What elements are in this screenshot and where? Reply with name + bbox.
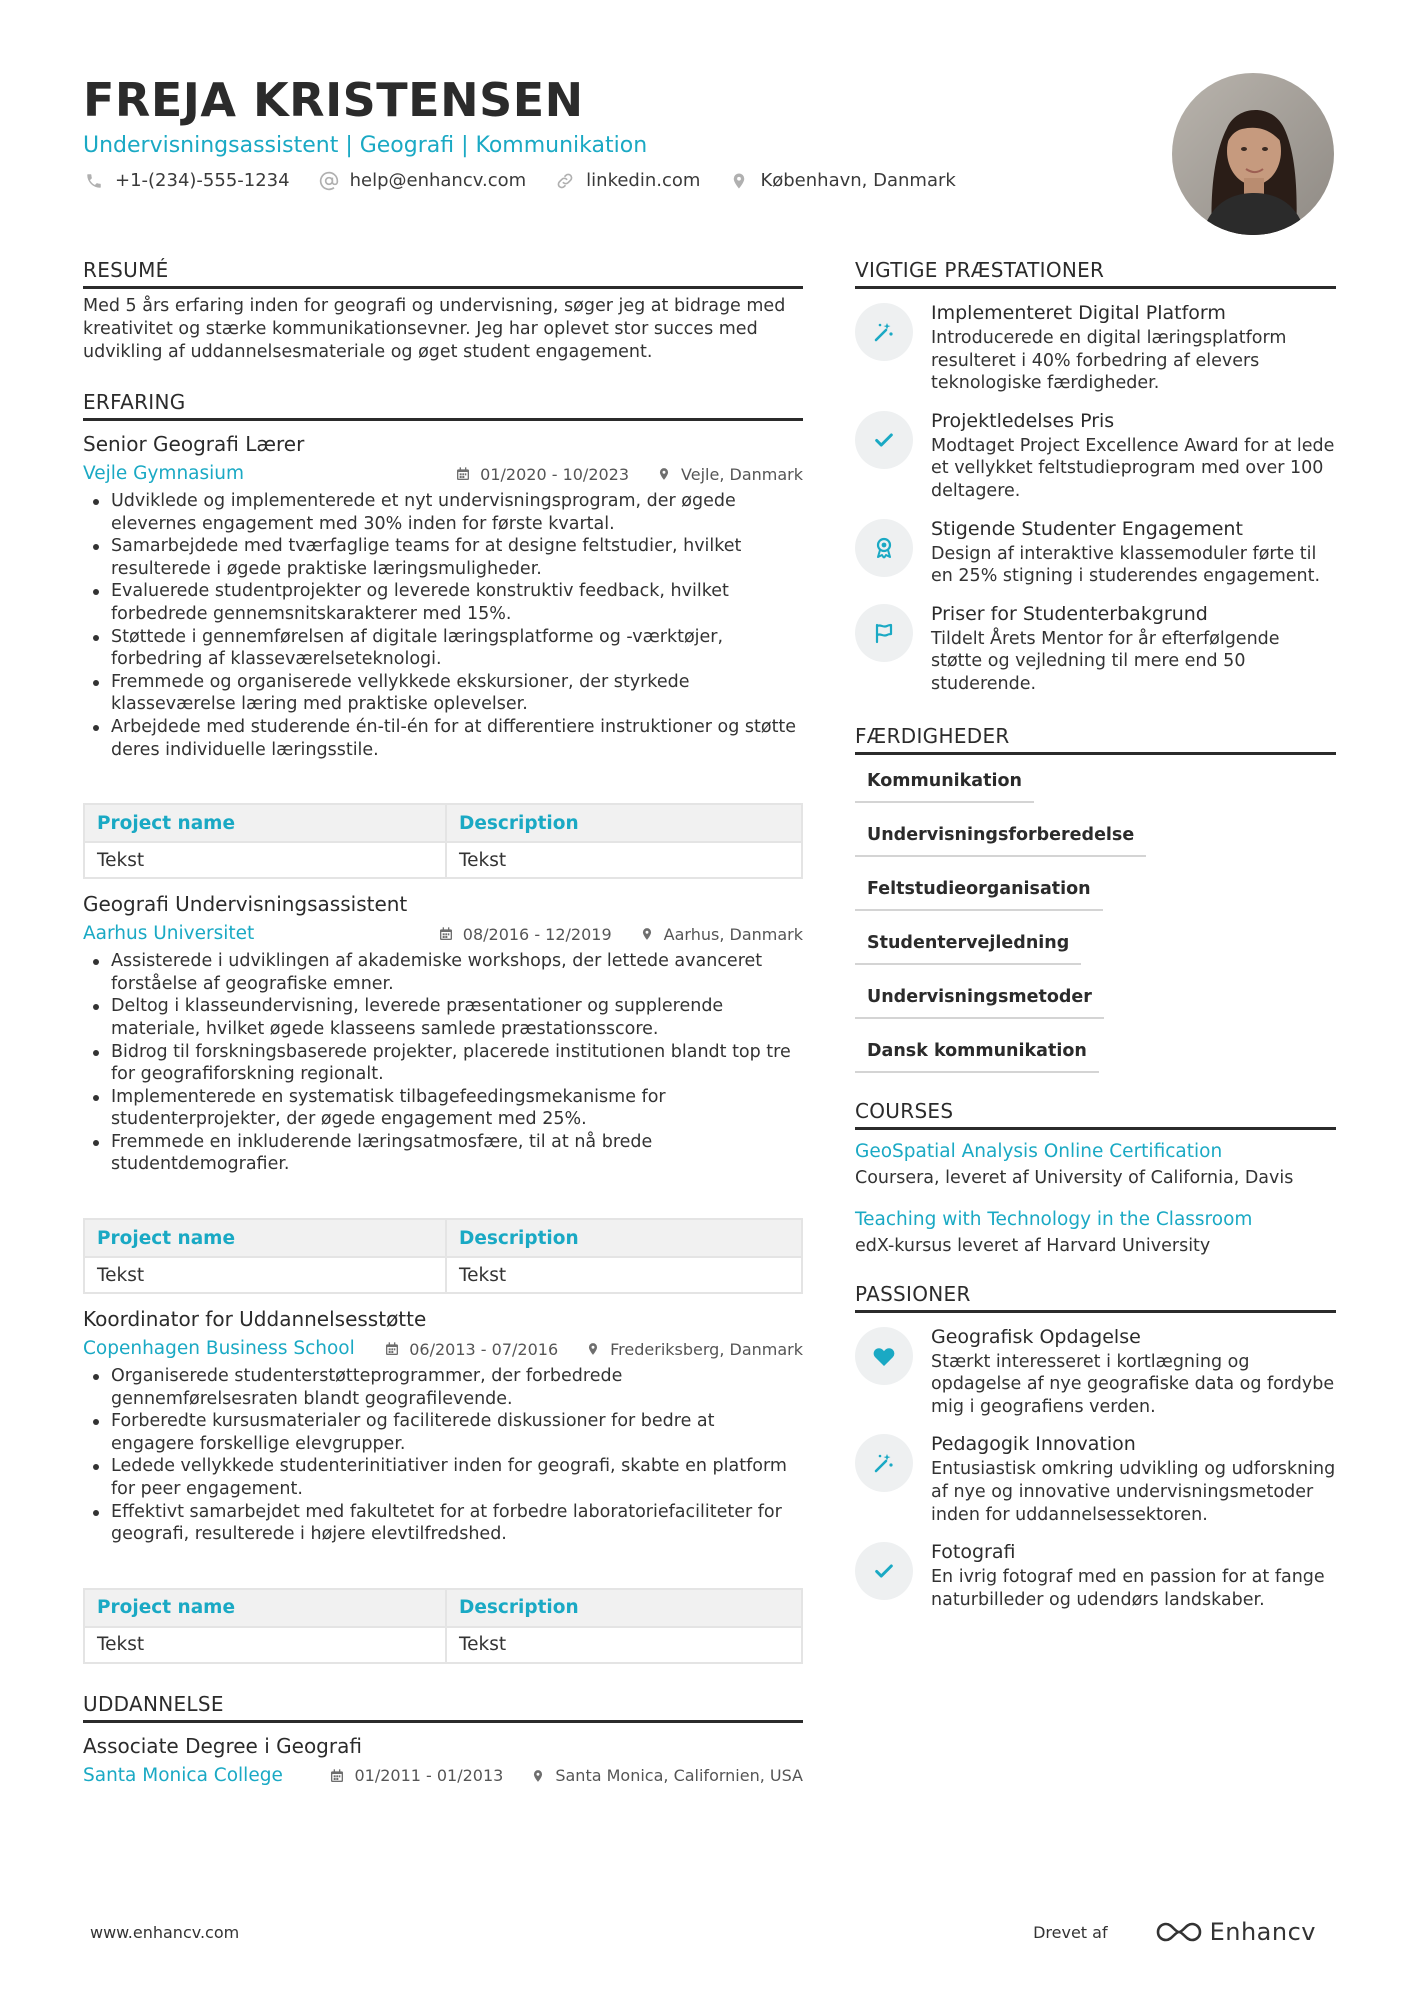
job-location: Frederiksberg, Danmark <box>610 1339 803 1359</box>
achievement-description: Introducerede en digital læringsplatform resulteret i 40% forbedring af elevers teknologiske færdigheder. <box>931 328 1287 394</box>
achievement-body <box>931 600 1336 696</box>
table-cell: Tekst <box>84 1257 446 1293</box>
footer-brand <box>1033 1918 1316 1946</box>
passions-heading: PASSIONER <box>855 1280 1336 1313</box>
table-header-description: Description <box>446 1219 802 1257</box>
table-cell: Tekst <box>446 1627 802 1663</box>
list-item: Bidrog til forskningsbaserede projekter, placerede institutionen blandt top tre for geografiforskning regionalt. <box>83 1041 803 1086</box>
link-icon <box>554 170 576 192</box>
list-item: Deltog i klasseundervisning, leverede præsentationer og supplerende materiale, hvilket øgede klasseens samlede præstationsscore. <box>83 995 803 1040</box>
job-organization: Vejle Gymnasium <box>83 463 245 484</box>
job-title: Geografi Undervisningsassistent <box>83 892 408 917</box>
job-bullets <box>83 950 803 1176</box>
avatar <box>1172 73 1334 235</box>
job-organization: Copenhagen Business School <box>83 1338 355 1360</box>
experience-section <box>83 388 803 1664</box>
achievement-body <box>931 299 1336 395</box>
table-cell: Tekst <box>446 842 802 878</box>
job-title: Senior Geografi Lærer <box>83 432 305 456</box>
candidate-title: Undervisningsassistent | Geografi | Kommunikation <box>83 133 648 158</box>
infinity-logo-icon <box>1154 1919 1204 1945</box>
checkmark-icon <box>855 1542 913 1600</box>
left-column <box>83 256 803 1790</box>
passion-item <box>855 1430 1336 1526</box>
contact-location <box>728 168 955 194</box>
skill-tag: Undervisningsforberedelse <box>855 817 1146 857</box>
achievement-body <box>931 407 1336 503</box>
job-dates: 06/2013 - 07/2016 <box>409 1339 559 1359</box>
list-item: Ledede vellykkede studenterinitiativer inden for geografi, skabte en platform for peer engagement. <box>83 1455 803 1500</box>
table-cell: Tekst <box>84 1627 446 1663</box>
at-icon <box>318 170 340 192</box>
linkedin-link[interactable]: linkedin.com <box>586 170 701 191</box>
job-meta-row <box>83 920 803 948</box>
job-bullets <box>83 490 803 761</box>
achievement-title: Implementeret Digital Platform <box>931 302 1226 324</box>
magic-wand-icon <box>855 303 913 361</box>
job-meta-row <box>83 1335 803 1363</box>
list-item: Implementerede en systematisk tilbagefeedingsmekanisme for studenterprojekter, der øgede engagement med 25%. <box>83 1086 803 1131</box>
achievement-item <box>855 515 1336 588</box>
skills-heading: FÆRDIGHEDER <box>855 722 1336 755</box>
table-row <box>84 1627 802 1663</box>
job-dates: 08/2016 - 12/2019 <box>462 924 612 944</box>
course-title: GeoSpatial Analysis Online Certification <box>855 1140 1223 1162</box>
skill-tag: Dansk kommunikation <box>855 1033 1099 1073</box>
magic-wand-icon <box>855 1434 913 1492</box>
phone-number[interactable]: +1-(234)-555-1234 <box>115 170 290 191</box>
list-item: Samarbejdede med tværfaglige teams for at designe feltstudier, hvilket resulterede i øgede praktiske læringsmuligheder. <box>83 535 803 580</box>
list-item: Effektivt samarbejdet med fakultetet for at forbedre laboratoriefaciliteter for geografi, resulterede i højere elevtilfredshed. <box>83 1501 803 1546</box>
job-entry <box>83 1304 803 1664</box>
table-header-description: Description <box>446 804 802 842</box>
phone-icon <box>83 170 105 192</box>
job-location: Vejle, Danmark <box>681 464 803 484</box>
list-item: Fremmede og organiserede vellykkede ekskursioner, der styrkede klasseværelse læring med praktiske oplevelser. <box>83 671 803 716</box>
achievement-title: Priser for Studenterbakgrund <box>931 602 1208 625</box>
course-provider: edX-kursus leveret af Harvard University <box>855 1235 1211 1256</box>
skills-section <box>855 722 1336 1087</box>
list-item: Støttede i gennemførelsen af digitale læringsplatforme og -værktøjer, forbedring af klasseværelseteknologi. <box>83 626 803 671</box>
table-row <box>84 1257 802 1293</box>
list-item: Assisterede i udviklingen af akademiske workshops, der lettede avanceret forståelse af geografiske emner. <box>83 950 803 995</box>
skills-list <box>855 763 1336 1087</box>
contact-list <box>83 168 1163 194</box>
degree-title: Associate Degree i Geografi <box>83 1733 362 1758</box>
passion-description: Entusiastisk omkring udvikling og udforskning af nye og innovative undervisningsmetoder inden for uddannelsessektoren. <box>931 1459 1336 1525</box>
footer-url[interactable]: www.enhancv.com <box>90 1922 240 1942</box>
calendar-icon <box>437 925 455 943</box>
summary-heading: RESUMÉ <box>83 256 803 289</box>
course-title: Teaching with Technology in the Classroom <box>855 1208 1253 1230</box>
education-meta-row <box>83 1762 803 1790</box>
summary-text: Med 5 års erfaring inden for geografi og undervisning, søger jeg at bidrage med kreativitet og stærke kommunikationsevner. Jeg har oplevet stor succes med udvikling af uddannelsesmateriale og øget student engagement. <box>83 296 786 362</box>
table-header-project: Project name <box>84 804 446 842</box>
candidate-name: FREJA KRISTENSEN <box>83 73 584 127</box>
list-item: Evaluerede studentprojekter og leverede konstruktiv feedback, hvilket forbedrede gennemsnitskarakterer med 15%. <box>83 580 803 625</box>
education-dates: 01/2011 - 01/2013 <box>354 1766 504 1786</box>
table-row <box>84 842 802 878</box>
achievement-body <box>931 515 1336 588</box>
table-header-row <box>84 1589 802 1627</box>
job-entry <box>83 429 803 879</box>
location-icon <box>638 925 656 943</box>
calendar-icon <box>383 1340 401 1358</box>
job-entry <box>83 889 803 1294</box>
email-address[interactable]: help@enhancv.com <box>349 170 527 191</box>
skill-tag: Feltstudieorganisation <box>855 871 1103 911</box>
flag-icon <box>855 604 913 662</box>
list-item: Arbejdede med studerende én-til-én for at differentiere instruktioner og støtte deres individuelle læringsstile. <box>83 716 803 761</box>
location-text: København, Danmark <box>760 170 956 191</box>
table-header-row <box>84 804 802 842</box>
passions-section <box>855 1280 1336 1612</box>
powered-by-label: Drevet af <box>1033 1922 1108 1942</box>
achievement-description: Design af interaktive klassemoduler førte til en 25% stigning i studerendes engagement. <box>931 543 1321 587</box>
list-item: Fremmede en inkluderende læringsatmosfære, til at nå brede studentdemografier. <box>83 1131 803 1176</box>
award-icon <box>855 519 913 577</box>
job-meta <box>383 1340 803 1359</box>
list-item: Udviklede og implementerede et nyt undervisningsprogram, der øgede elevernes engagement med 30% inden for første kvartal. <box>83 490 803 535</box>
job-organization: Aarhus Universitet <box>83 923 255 945</box>
passion-title: Geografisk Opdagelse <box>931 1325 1141 1348</box>
brand-name: Enhancv <box>1209 1918 1316 1946</box>
job-dates: 01/2020 - 10/2023 <box>480 464 630 484</box>
table-header-project: Project name <box>84 1589 446 1627</box>
right-column <box>855 256 1336 1611</box>
table-cell: Tekst <box>446 1257 802 1293</box>
job-title: Koordinator for Uddannelsesstøtte <box>83 1307 427 1332</box>
enhancv-logo[interactable] <box>1154 1918 1316 1946</box>
passion-description: Stærkt interesseret i kortlægning og opdagelse af nye geografiske data og fordybe mig i geografiens verden. <box>931 1351 1335 1417</box>
courses-heading: COURSES <box>855 1097 1336 1130</box>
list-item: Organiserede studenterstøtteprogrammer, der forbedrede gennemførelsesraten blandt geografilevende. <box>83 1365 803 1410</box>
location-icon <box>655 465 673 483</box>
heart-icon <box>855 1327 913 1385</box>
passion-item <box>855 1538 1336 1611</box>
location-icon <box>529 1767 547 1785</box>
passion-item <box>855 1323 1336 1419</box>
passion-title: Fotografi <box>931 1541 1016 1564</box>
resume-header <box>83 72 1163 194</box>
education-location: Santa Monica, Californien, USA <box>555 1766 803 1786</box>
contact-linkedin <box>554 168 700 194</box>
contact-phone <box>83 168 290 194</box>
job-meta-row <box>83 460 803 488</box>
passion-title: Pedagogik Innovation <box>931 1433 1136 1456</box>
calendar-icon <box>454 465 472 483</box>
achievements-heading: VIGTIGE PRÆSTATIONER <box>855 256 1336 289</box>
summary-section <box>83 256 803 364</box>
job-meta <box>437 925 803 944</box>
skill-tag: Studentervejledning <box>855 925 1081 965</box>
list-item: Forberedte kursusmaterialer og faciliterede diskussioner for bedre at engagere forskellige elevgrupper. <box>83 1410 803 1455</box>
location-icon <box>728 170 750 192</box>
achievement-item <box>855 299 1336 395</box>
table-header-row <box>84 1219 802 1257</box>
project-table <box>83 1588 803 1664</box>
passion-body <box>931 1323 1336 1419</box>
achievements-section <box>855 256 1336 696</box>
achievement-item <box>855 600 1336 696</box>
education-section <box>83 1690 803 1790</box>
contact-email <box>318 168 527 194</box>
location-icon <box>584 1340 602 1358</box>
education-heading: UDDANNELSE <box>83 1690 803 1723</box>
passion-description: En ivrig fotograf med en passion for at fange naturbilleder og udendørs landskaber. <box>931 1567 1325 1610</box>
skill-tag: Undervisningsmetoder <box>855 979 1104 1019</box>
passion-body <box>931 1430 1336 1526</box>
skill-tag: Kommunikation <box>855 763 1034 803</box>
page-footer <box>90 1918 1316 1946</box>
achievement-item <box>855 407 1336 503</box>
courses-section <box>855 1097 1336 1258</box>
job-location: Aarhus, Danmark <box>663 924 803 944</box>
checkmark-icon <box>855 411 913 469</box>
experience-heading: ERFARING <box>83 388 803 421</box>
project-table <box>83 803 803 879</box>
table-header-description: Description <box>446 1589 802 1627</box>
course-provider: Coursera, leveret af University of California, Davis <box>855 1167 1294 1188</box>
education-meta <box>328 1766 803 1785</box>
table-cell: Tekst <box>84 842 446 878</box>
achievement-title: Stigende Studenter Engagement <box>931 517 1243 540</box>
achievement-description: Tildelt Årets Mentor for år efterfølgende støtte og vejledning til mere end 50 studerende. <box>931 628 1280 694</box>
calendar-icon <box>328 1767 346 1785</box>
project-table <box>83 1218 803 1294</box>
job-bullets <box>83 1365 803 1546</box>
achievement-title: Projektledelses Pris <box>931 409 1115 432</box>
passion-body <box>931 1538 1336 1611</box>
achievement-description: Modtaget Project Excellence Award for at lede et vellykket feltstudieprogram med over 100 deltagere. <box>931 435 1335 501</box>
job-meta <box>454 465 803 484</box>
table-header-project: Project name <box>84 1219 446 1257</box>
school-name: Santa Monica College <box>83 1764 283 1786</box>
